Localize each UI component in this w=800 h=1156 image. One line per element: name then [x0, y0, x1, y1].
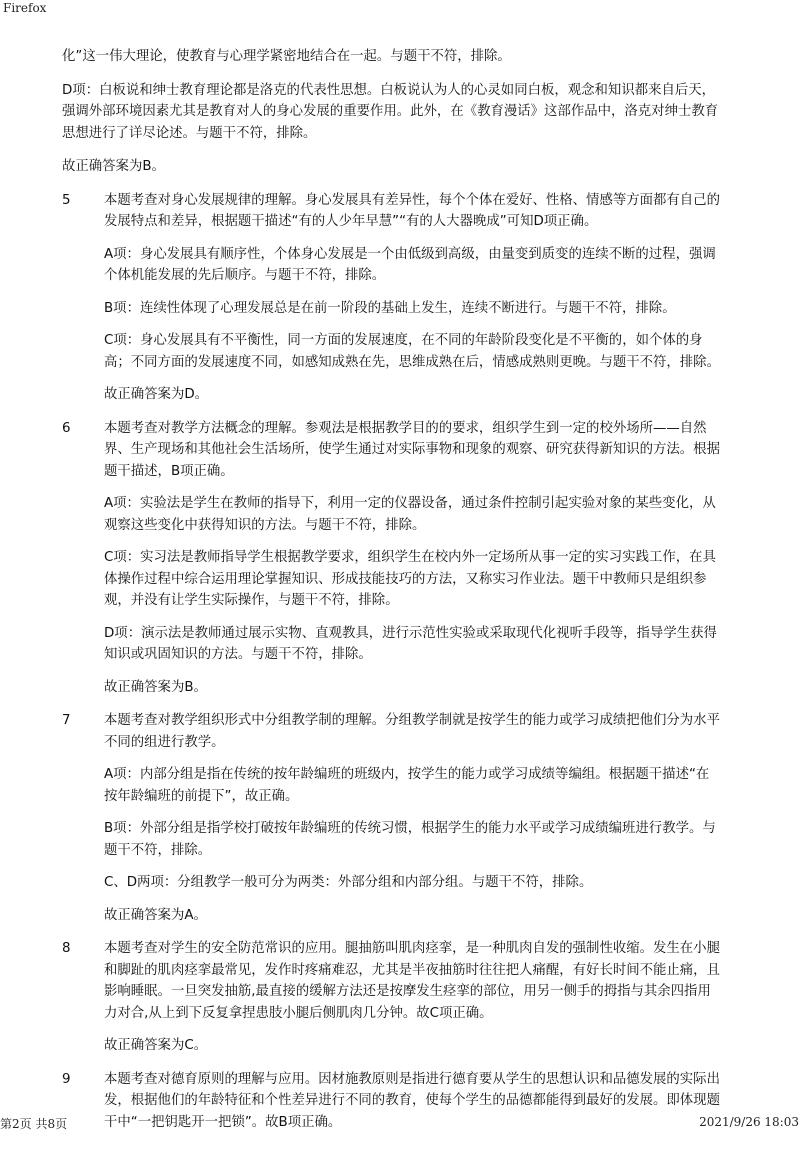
option-explanation: C项：实习法是教师指导学生根据教学要求，组织学生在校内外一定场所从事一定的实习实践工作，在具体操作过程中综合运用理论掌握知识、形成技能技巧的方法，又称实习作业法。题干中教师只是组织参观，并没有让学生实际操作，与题干不符，排除。	[104, 550, 716, 608]
answer-line: 故正确答案为C。	[104, 1038, 208, 1053]
intro-paragraph: 化”这一伟大理论，使教育与心理学紧密地结合在一起。与题干不符，排除。	[62, 49, 511, 64]
question-item	[62, 710, 722, 926]
question-item	[62, 938, 722, 1057]
option-explanation: A项：内部分组是指在传统的按年龄编班的班级内，按学生的能力或学习成绩等编组。根据题干描述“在按年龄编班的前提下”，故正确。	[104, 767, 710, 804]
question-number: 5	[62, 192, 71, 208]
question-explanation: 本题考查对教学方法概念的理解。参观法是根据教学目的的要求，组织学生到一定的校外场所——自然界、生产现场和其他社会生活场所，使学生通过对实际事物和现象的观察、研究获得新知识的方法。根据题干描述，B项正确。	[104, 420, 720, 479]
option-explanation: B项：外部分组是指学校打破按年龄编班的传统习惯，根据学生的能力水平或学习成绩编班进行教学。与题干不符，排除。	[104, 821, 716, 858]
question-explanation: 本题考查对学生的安全防范常识的应用。腿抽筋叫肌肉痉挛，是一种肌肉自发的强制性收缩。发生在小腿和脚趾的肌肉痉挛最常见，发作时疼痛难忍，尤其是半夜抽筋时往往把人痛醒，有好长时间不能止痛，且影响睡眠。一旦突发抽筋,最直接的缓解方法还是按摩发生痉挛的部位，用另一侧手的拇指与其余四指用力对合,从上到下反复拿捏患肢小腿后侧肌肉几分钟。故C项正确。	[104, 941, 720, 1021]
intro-paragraph: D项：白板说和绅士教育理论都是洛克的代表性思想。白板说认为人的心灵如同白板，观念和知识都来自后天，强调外部环境因素尤其是教育对人的身心发展的重要作用。此外，在《教育漫话》这部作品中，洛克对绅士教育思想进行了详尽论述。与题干不符，排除。	[62, 82, 719, 141]
option-list	[104, 764, 722, 926]
document-content	[62, 46, 722, 1156]
question-explanation: 本题考查对身心发展规律的理解。身心发展具有差异性，每个个体在爱好、性格、情感等方面都有自己的发展特点和差异，根据题干描述“有的人少年早慧”“有的人大器晚成”可知D项正确。	[104, 192, 720, 229]
question-explanation: 本题考查对教学组织形式中分组教学制的理解。分组教学制就是按学生的能力或学习成绩把他们分为水平不同的组进行教学。	[104, 713, 720, 750]
page-info: 第2页 共8页	[0, 1117, 68, 1131]
question-item	[62, 1069, 722, 1145]
browser-title: Firefox	[3, 1, 47, 15]
answer-line: 故正确答案为D。	[104, 387, 209, 402]
option-explanation: A项：实验法是学生在教师的指导下，利用一定的仪器设备，通过条件控制引起实验对象的某些变化，从观察这些变化中获得知识的方法。与题干不符，排除。	[104, 496, 716, 533]
question-body	[104, 710, 722, 926]
intro-section	[62, 46, 722, 178]
option-explanation: C、D两项：分组教学一般可分为两类：外部分组和内部分组。与题干不符，排除。	[104, 875, 593, 890]
option-list	[104, 1035, 722, 1057]
option-explanation: A项：身心发展具有顺序性，个体身心发展是一个由低级到高级，由量变到质变的连续不断的过程，强调个体机能发展的先后顺序。与题干不符，排除。	[104, 246, 716, 283]
question-body	[104, 1069, 722, 1145]
question-number: 9	[62, 1071, 71, 1087]
question-number: 8	[62, 941, 71, 956]
question-explanation: 本题考查对德育原则的理解与应用。因材施教原则是指进行德育要从学生的思想认识和品德发展的实际出发，根据他们的年龄特征和个性差异进行不同的教育，使每个学生的品德都能得到最好的发展。即体现题干中“一把钥匙开一把锁”。故B项正确。	[104, 1071, 720, 1130]
question-body	[104, 418, 722, 699]
option-explanation: B项：连续性体现了心理发展总是在前一阶段的基础上发生，连续不断进行。与题干不符，排除。	[104, 300, 676, 316]
question-item	[62, 418, 722, 699]
question-number: 6	[62, 420, 71, 436]
question-body	[104, 190, 722, 406]
option-list	[104, 244, 722, 406]
option-list	[104, 493, 722, 698]
answer-line: 故正确答案为B。	[104, 679, 207, 695]
answer-line: 故正确答案为A。	[104, 907, 207, 923]
option-explanation: D项：演示法是教师通过展示实物、直观教具，进行示范性实验或采取现代化视听手段等，指导学生获得知识或巩固知识的方法。与题干不符，排除。	[104, 625, 717, 662]
question-number: 7	[62, 713, 71, 728]
question-item	[62, 190, 722, 406]
question-body	[104, 938, 722, 1057]
option-explanation: C项：身心发展具有不平衡性，同一方面的发展速度，在不同的年龄阶段变化是不平衡的，如个体的身高；不同方面的发展速度不同，如感知成熟在先，思维成熟在后，情感成熟则更晚。与题干不符，排除。	[104, 333, 720, 370]
print-datetime: 2021/9/26 18:03	[699, 1115, 799, 1129]
intro-answer: 故正确答案为B。	[62, 159, 165, 174]
